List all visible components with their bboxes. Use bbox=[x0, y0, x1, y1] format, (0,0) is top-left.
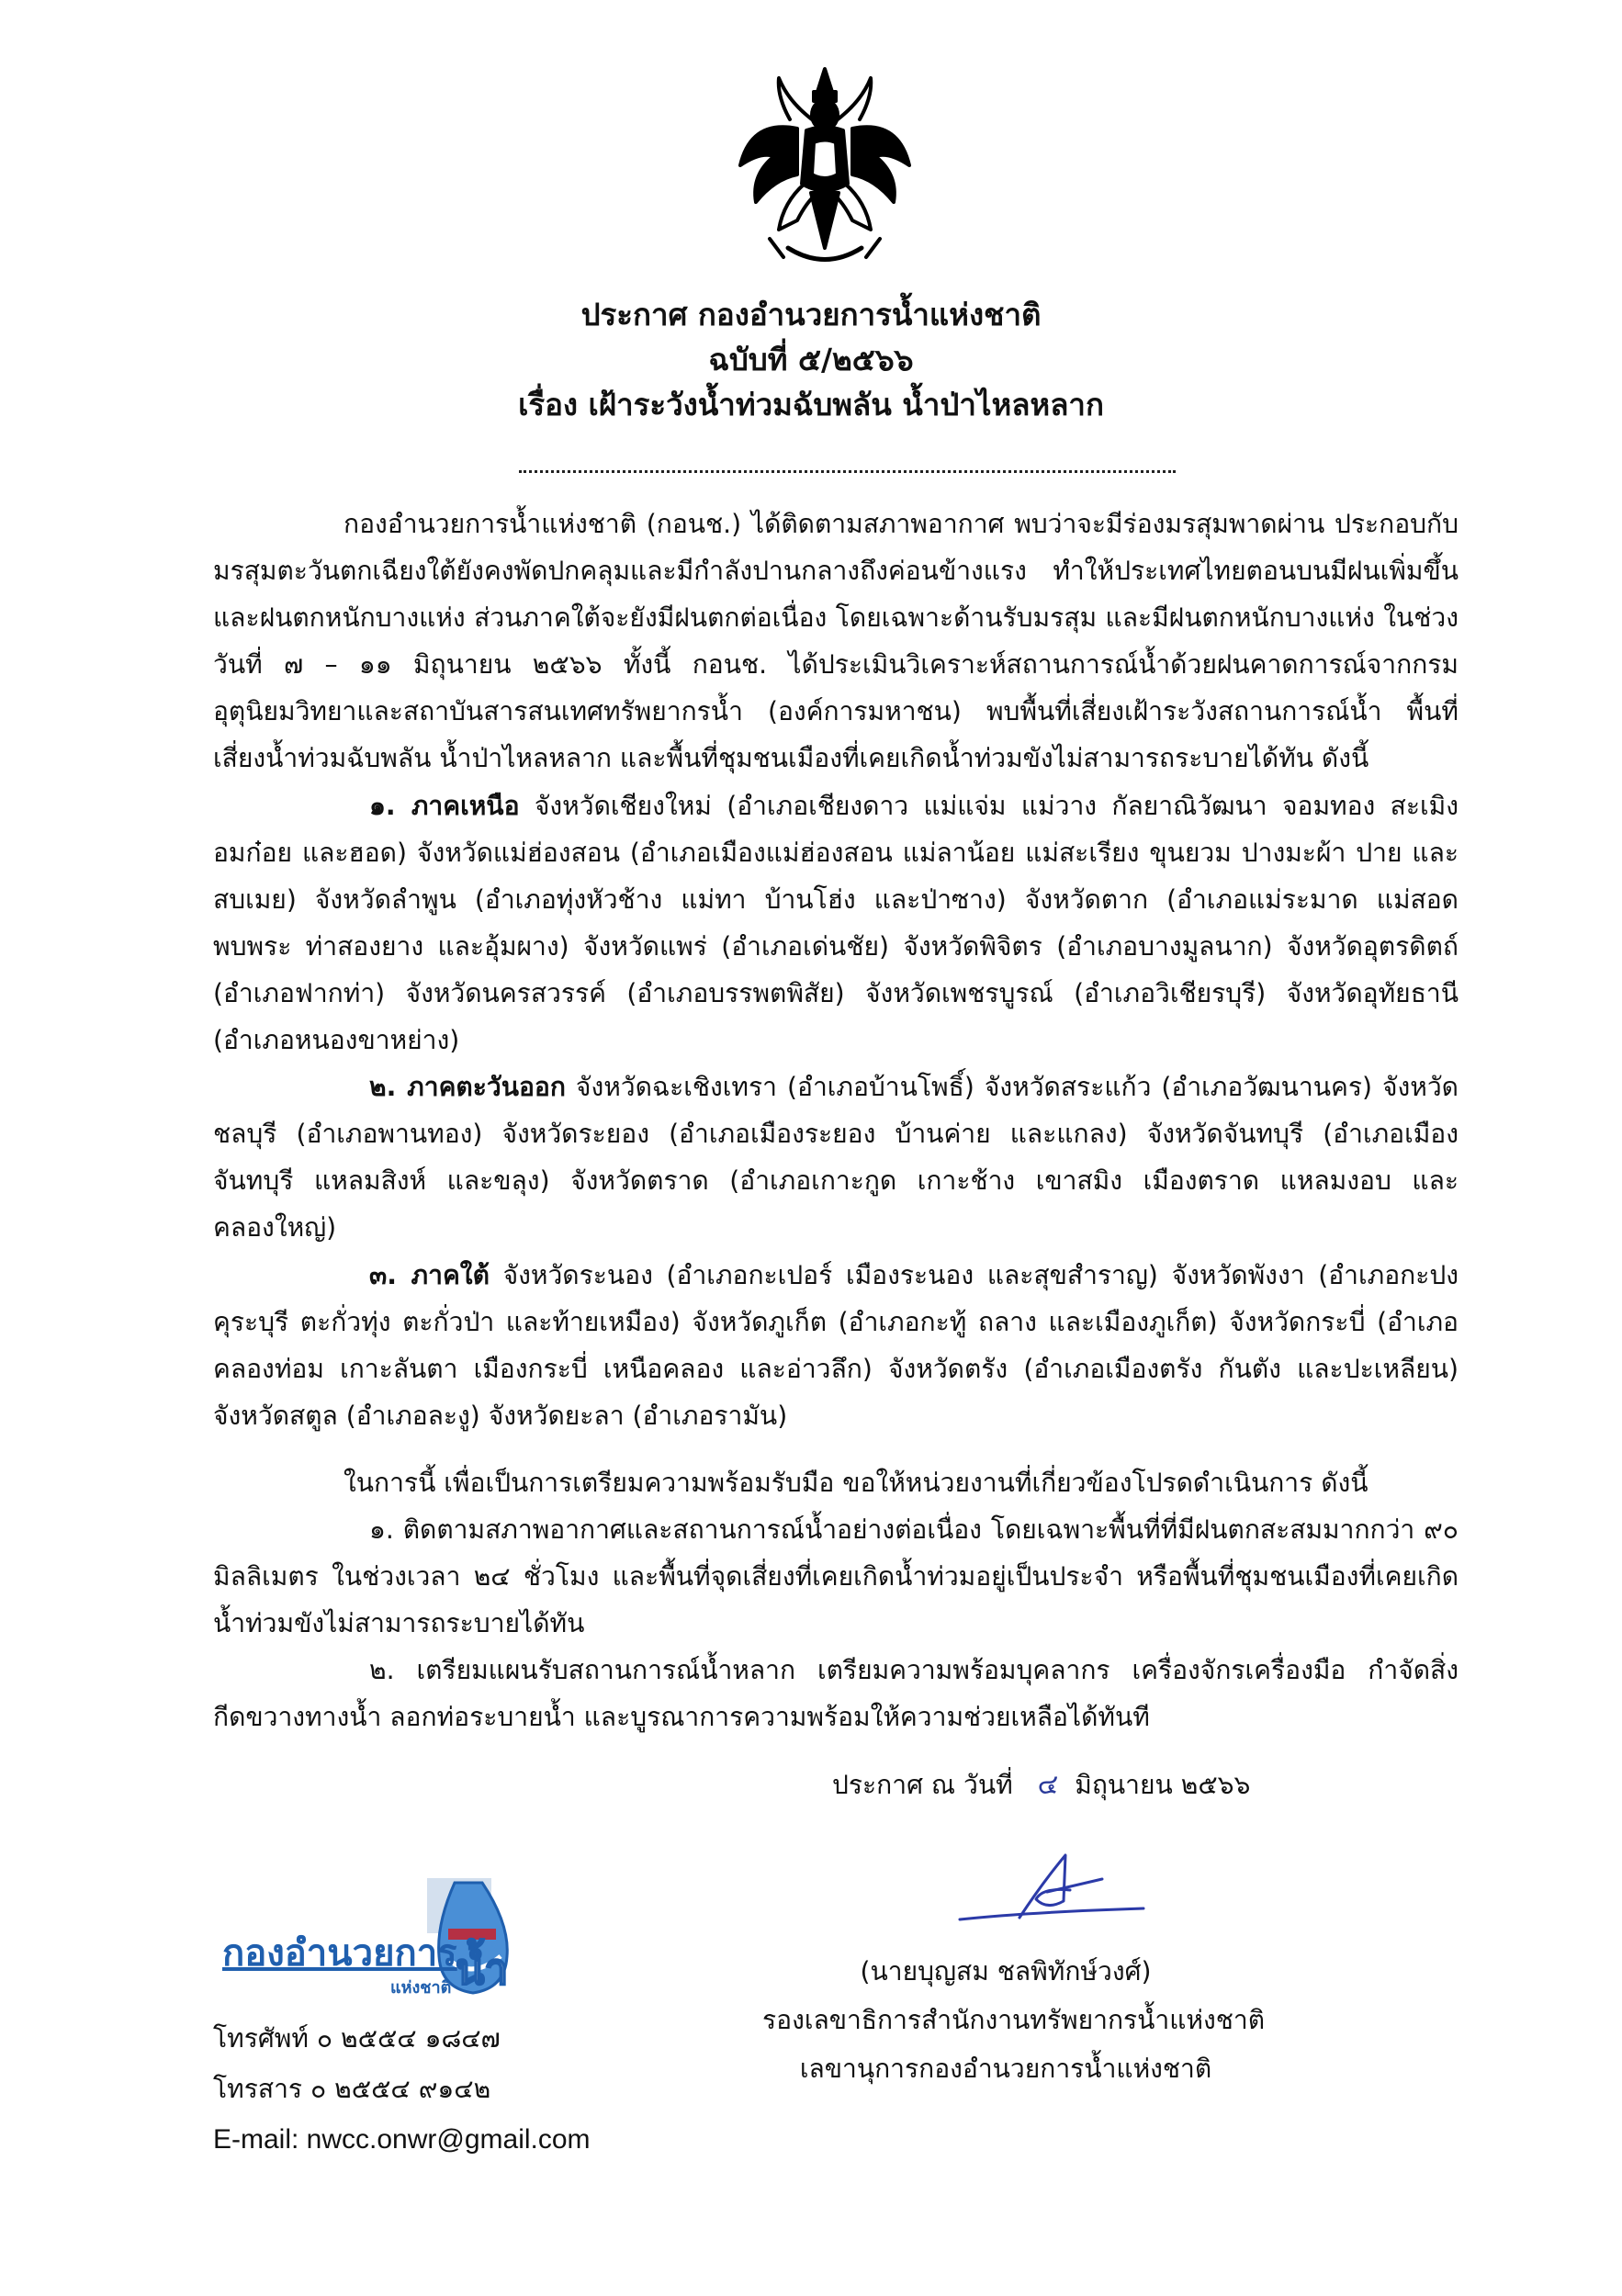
title-divider bbox=[519, 470, 1176, 473]
region-heading: ๒. ภาคตะวันออก bbox=[369, 1072, 566, 1103]
date-day: ๔ bbox=[1037, 1769, 1059, 1801]
region-heading: ๑. ภาคเหนือ bbox=[369, 790, 520, 821]
region-text: จังหวัดฉะเชิงเทรา (อำเภอบ้านโพธิ์) จังหวัดสระแก้ว (อำเภอวัฒนานคร) จังหวัดชลบุรี (อำเภอพานทอง) จังหวัดระยอง (อำเภอเมืองระยอง บ้านค่าย และแกลง) จังหวัดจันทบุรี (อำเภอเมืองจันทบุรี แหลมสิงห์ และขลุง) จังหวัดตราด (อำเภอเกาะกูด เกาะช้าง เขาสมิง เมืองตราด แหลมงอบ และคลองใหญ่) bbox=[213, 1072, 1459, 1244]
issue-number: ฉบับที่ ๕/๒๕๖๖ bbox=[708, 342, 914, 377]
svg-text:กองอำนวยการ: กองอำนวยการ bbox=[222, 1932, 457, 1975]
handwritten-signature bbox=[955, 1846, 1148, 1933]
signatory-position: รองเลขาธิการสำนักงานทรัพยากรน้ำแห่งชาติ bbox=[762, 2005, 1266, 2035]
subject-line: เรื่อง เฝ้าระวังน้ำท่วมฉับพลัน น้ำป่าไหลหลาก bbox=[518, 387, 1104, 422]
region-east bbox=[213, 1064, 1459, 1251]
action-item: ๑. ติดตามสภาพอากาศและสถานการณ์น้ำอย่างต่อเนื่อง โดยเฉพาะพื้นที่ที่มีฝนตกสะสมมากกว่า ๙๐ มิลลิเมตร ในช่วงเวลา ๒๔ ชั่วโมง และพื้นที่จุดเสี่ยงที่เคยเกิดน้ำท่วมอยู่เป็นประจำ หรือพื้นที่ชุมชนเมืองที่เคยเกิดน้ำท่วมขังไม่สามารถระบายได้ทัน bbox=[213, 1514, 1459, 1639]
region-text: จังหวัดระนอง (อำเภอกะเปอร์ เมืองระนอง และสุขสำราญ) จังหวัดพังงา (อำเภอกะปง คุระบุรี ตะกั่วทุ่ง ตะกั่วป่า และท้ายเหมือง) จังหวัดภูเก็ต (อำเภอกะทู้ ถลาง และเมืองภูเก็ต) จังหวัดกระบี่ (อำเภอคลองท่อม เกาะลันตา เมืองกระบี่ เหนือคลอง และอ่าวลึก) จังหวัดตรัง (อำเภอเมืองตรัง กันตัง และปะเหลียน) จังหวัดสตูล (อำเภอละงู) จังหวัดยะลา (อำเภอรามัน) bbox=[213, 1259, 1459, 1431]
email-address: E-mail: nwcc.onwr@gmail.com bbox=[213, 2124, 591, 2155]
nwcc-logo-icon bbox=[220, 1874, 538, 2011]
region-text: จังหวัดเชียงใหม่ (อำเภอเชียงดาว แม่แจ่ม แม่วาง กัลยาณิวัฒนา จอมทอง สะเมิง อมก๋อย และฮอด) จังหวัดแม่ฮ่องสอน (อำเภอเมืองแม่ฮ่องสอน แม่ลาน้อย แม่สะเรียง ขุนยวม ปางมะผ้า ปาย และสบเมย) จังหวัดลำพูน (อำเภอทุ่งหัวช้าง แม่ทา บ้านโฮ่ง และป่าซาง) จังหวัดตาก (อำเภอแม่ระมาด แม่สอด พบพระ ท่าสองยาง และอุ้มผาง) จังหวัดแพร่ (อำเภอเด่นชัย) จังหวัดพิจิตร (อำเภอบางมูลนาก) จังหวัดอุตรดิตถ์ (อำเภอฟากท่า) จังหวัดนครสวรรค์ (อำเภอบรรพตพิสัย) จังหวัดเพชรบูรณ์ (อำเภอวิเชียรบุรี) จังหวัดอุทัยธานี (อำเภอหนองขาหย่าง) bbox=[213, 790, 1459, 1056]
region-heading: ๓. ภาคใต้ bbox=[369, 1259, 490, 1290]
spacer bbox=[213, 1439, 1459, 1459]
signatory-block bbox=[762, 1947, 1266, 2093]
svg-text:น้ำ: น้ำ bbox=[456, 1944, 509, 1994]
svg-text:แห่งชาติ: แห่งชาติ bbox=[390, 1978, 452, 1998]
garuda-emblem-icon bbox=[733, 64, 917, 276]
region-north bbox=[213, 782, 1459, 1064]
date-month-year: มิถุนายน ๒๕๖๖ bbox=[1075, 1770, 1251, 1800]
contact-block bbox=[213, 2013, 591, 2165]
region-south bbox=[213, 1252, 1459, 1439]
document-body bbox=[213, 501, 1459, 1740]
request-paragraph: ในการนี้ เพื่อเป็นการเตรียมความพร้อมรับมือ ขอให้หน่วยงานที่เกี่ยวข้องโปรดดำเนินการ ดังนี้ bbox=[344, 1467, 1369, 1498]
document-title: ประกาศ กองอำนวยการน้ำแห่งชาติ bbox=[580, 297, 1042, 332]
intro-paragraph: กองอำนวยการน้ำแห่งชาติ (กอนช.) ได้ติดตามสภาพอากาศ พบว่าจะมีร่องมรสุมพาดผ่าน ประกอบกับมรสุมตะวันตกเฉียงใต้ยังคงพัดปกคลุมและมีกำลังปานกลางถึงค่อนข้างแรง ทำให้ประเทศไทยตอนบนมีฝนเพิ่มขึ้นและฝนตกหนักบางแห่ง ส่วนภาคใต้จะยังมีฝนตกต่อเนื่อง โดยเฉพาะด้านรับมรสุม และมีฝนตกหนักบางแห่ง ในช่วงวันที่ ๗ – ๑๑ มิถุนายน ๒๕๖๖ ทั้งนี้ กอนช. ได้ประเมินวิเคราะห์สถานการณ์น้ำด้วยฝนคาดการณ์จากกรมอุตุนิยมวิทยาและสถาบันสารสนเทศทรัพยากรน้ำ (องค์การมหาชน) พบพื้นที่เสี่ยงเฝ้าระวังสถานการณ์น้ำ พื้นที่เสี่ยงน้ำท่วมฉับพลัน น้ำป่าไหลหลาก และพื้นที่ชุมชนเมืองที่เคยเกิดน้ำท่วมขังไม่สามารถระบายได้ทัน ดังนี้ bbox=[213, 509, 1459, 774]
action-item: ๒. เตรียมแผนรับสถานการณ์น้ำหลาก เตรียมความพร้อมบุคลากร เครื่องจักรเครื่องมือ กำจัดสิ่งกีดขวางทางน้ำ ลอกท่อระบายน้ำ และบูรณาการความพร้อมให้ความช่วยเหลือได้ทันที bbox=[213, 1655, 1459, 1733]
fax-number: โทรสาร ๐ ๒๕๕๔ ๙๑๔๒ bbox=[213, 2074, 491, 2104]
signatory-name: (นายบุญสม ชลพิทักษ์วงศ์) bbox=[860, 1956, 1152, 1986]
phone-number: โทรศัพท์ ๐ ๒๕๕๔ ๑๘๔๗ bbox=[213, 2023, 501, 2054]
announcement-date bbox=[832, 1761, 1250, 1808]
date-prefix: ประกาศ ณ วันที่ bbox=[832, 1770, 1013, 1800]
title-block bbox=[0, 292, 1622, 427]
signatory-position: เลขานุการกองอำนวยการน้ำแห่งชาติ bbox=[799, 2054, 1212, 2084]
